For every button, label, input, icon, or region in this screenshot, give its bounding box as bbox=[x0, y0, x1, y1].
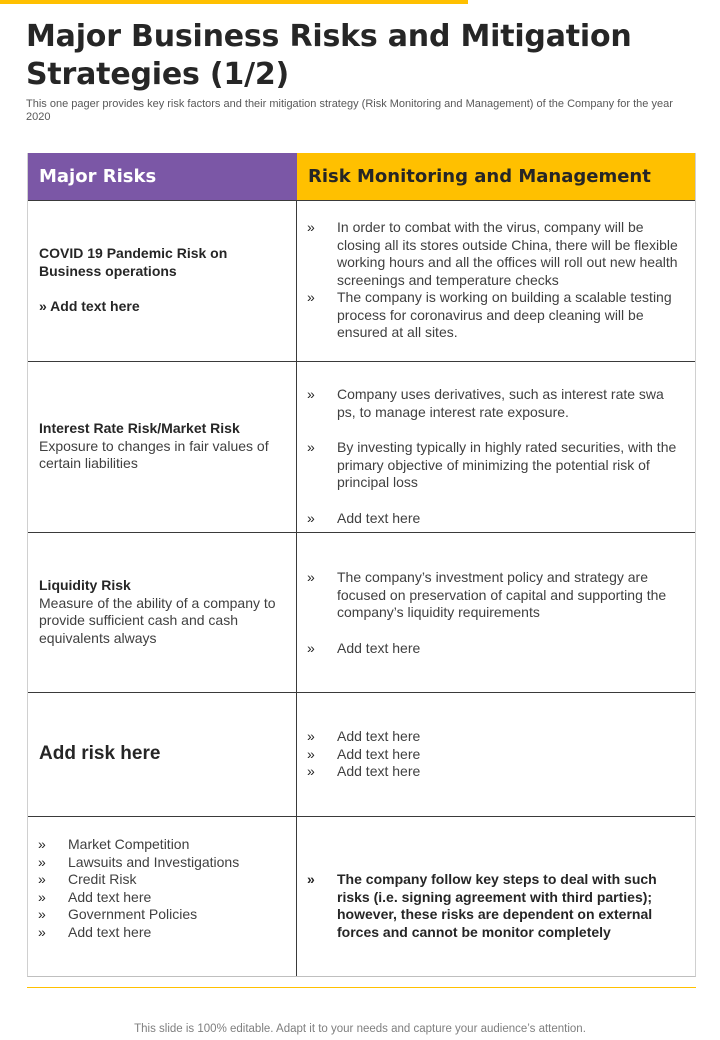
risk-cell bbox=[28, 533, 297, 692]
risk-list-item: » Add text here bbox=[38, 888, 152, 905]
risk-title: COVID 19 Pandemic Risk on Business operations bbox=[39, 245, 228, 279]
mitigation-item: » Company uses derivatives, such as interest rate swa ps, to manage interest rate exposure. bbox=[307, 386, 664, 420]
bullet-mark: » bbox=[307, 386, 315, 402]
mitigation-item: » Add text here bbox=[307, 745, 421, 762]
mitigation-item: » The company follow key steps to deal with such risks (i.e. signing agreement with third parties); however, these risks are dependent on external forces and cannot be monitor completely bbox=[307, 871, 657, 940]
risk-list-item: » Government Policies bbox=[38, 906, 198, 922]
risk-description: Exposure to changes in fair values of certain liabilities bbox=[39, 437, 269, 471]
mitigation-item: » The company’s investment policy and strategy are focused on preservation of capital and supporting the company’s liquidity requirements bbox=[307, 569, 667, 620]
bullet-mark: » bbox=[307, 763, 315, 779]
header-major-risks: Major Risks bbox=[28, 153, 297, 200]
risk-cell bbox=[28, 201, 297, 361]
mitigation-cell bbox=[297, 362, 695, 532]
table-row bbox=[28, 532, 695, 692]
bullet-mark: » bbox=[307, 219, 315, 235]
risk-title: Liquidity Risk bbox=[39, 577, 131, 593]
risk-list-item: » Add text here bbox=[38, 923, 152, 940]
bullet-mark: » bbox=[307, 871, 315, 887]
footer-note: This slide is 100% editable. Adapt it to your needs and capture your audience’s attention. bbox=[134, 1023, 586, 1035]
bullet-mark: » bbox=[38, 906, 46, 922]
bullet-mark: » bbox=[38, 888, 46, 905]
table-row bbox=[28, 361, 695, 532]
mitigation-cell bbox=[297, 201, 695, 361]
mitigation-item: » By investing typically in highly rated securities, with the primary objective of minimizing the potential risk of principal loss bbox=[307, 439, 677, 490]
table-row bbox=[28, 692, 695, 816]
header-risk-monitoring: Risk Monitoring and Management bbox=[297, 153, 695, 200]
page-title: Major Business Risks and Mitigation Strategies (1/2) bbox=[26, 19, 632, 92]
risk-cell bbox=[28, 362, 297, 532]
table-row bbox=[28, 200, 695, 361]
bullet-mark: » bbox=[307, 509, 315, 526]
bullet-mark: » bbox=[307, 639, 315, 656]
mitigation-item: » Add text here bbox=[307, 639, 421, 656]
bullet-mark: » bbox=[307, 289, 315, 305]
bullet-mark: » bbox=[38, 836, 46, 852]
mitigation-item: » The company is working on building a scalable testing process for coronavirus and deep cleaning will be ensured at all sites. bbox=[307, 289, 672, 340]
bullet-mark: » bbox=[38, 853, 46, 870]
mitigation-item: » In order to combat with the virus, company will be closing all its stores outside China, there will be flexible working hours and all the offices will roll out new health screenings and temperature checks bbox=[307, 219, 678, 288]
bullet-mark: » bbox=[307, 569, 315, 585]
risk-list-item: » Market Competition bbox=[38, 836, 190, 852]
risk-description: Measure of the ability of a company to provide sufficient cash and cash equivalents always bbox=[39, 594, 276, 646]
bullet-mark: » bbox=[38, 871, 46, 887]
risk-table bbox=[27, 153, 696, 977]
mitigation-cell bbox=[297, 533, 695, 692]
page-subtitle: This one pager provides key risk factors and their mitigation strategy (Risk Monitoring and Management) of the Company for the year 2020 bbox=[26, 98, 673, 123]
risk-list-item: » Credit Risk bbox=[38, 871, 137, 887]
bullet-mark: » bbox=[307, 439, 315, 455]
risk-title: Interest Rate Risk/Market Risk bbox=[39, 420, 240, 436]
risk-cell bbox=[28, 817, 297, 976]
risk-list-item: » Lawsuits and Investigations bbox=[38, 853, 240, 870]
bullet-mark: » bbox=[38, 923, 46, 940]
mitigation-item: » Add text here bbox=[307, 509, 421, 526]
table-header bbox=[28, 153, 695, 200]
mitigation-cell bbox=[297, 817, 695, 976]
table-row bbox=[28, 816, 695, 976]
risk-title: Add risk here bbox=[39, 743, 161, 764]
mitigation-item: » Add text here bbox=[307, 763, 421, 779]
risk-add-text: » Add text here bbox=[39, 298, 140, 314]
mitigation-item: » Add text here bbox=[307, 728, 421, 744]
bullet-mark: » bbox=[307, 745, 315, 762]
bottom-accent-line bbox=[27, 987, 696, 988]
bullet-mark: » bbox=[307, 728, 315, 744]
top-accent-bar bbox=[0, 0, 468, 4]
risk-cell bbox=[28, 693, 297, 816]
mitigation-cell bbox=[297, 693, 695, 816]
